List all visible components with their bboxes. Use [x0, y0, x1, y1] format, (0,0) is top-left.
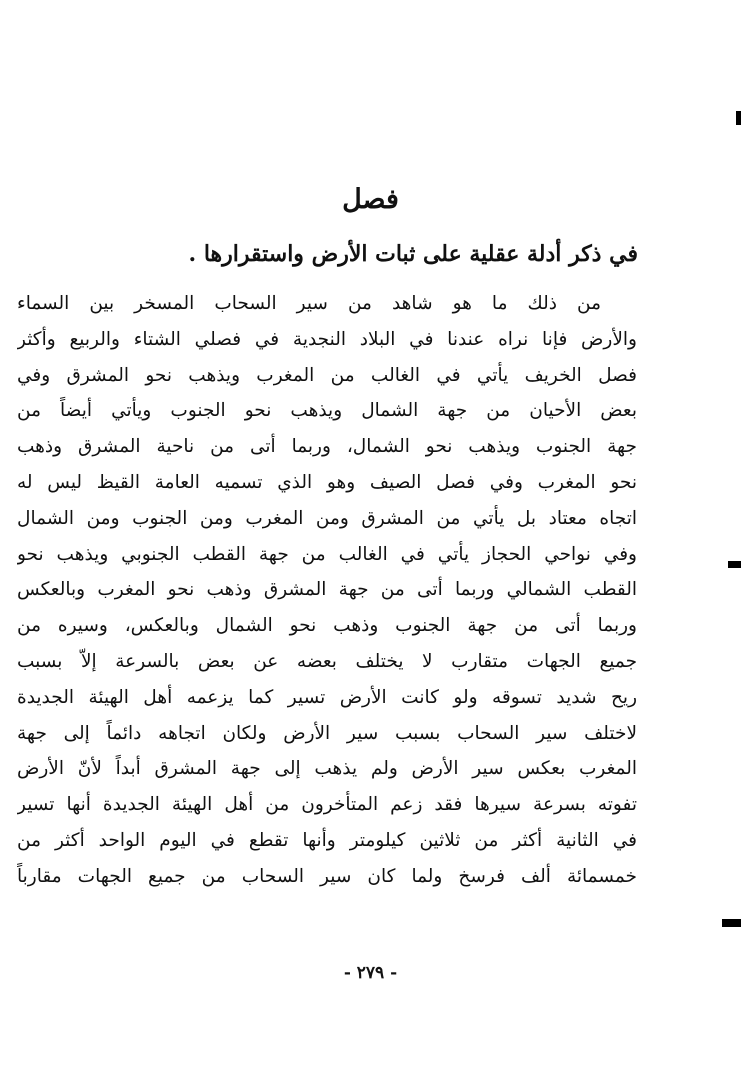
text-line: والأرض فإنا نراه عندنا في البلاد النجدية في فصلي الشتاء والربيع وأكثر	[17, 328, 637, 350]
text-line: اتجاه معتاد بل يأتي من المشرق ومن المغرب ومن الجنوب ومن الشمال	[17, 507, 637, 529]
scan-edge-mark	[728, 561, 741, 568]
text-line: في الثانية أكثر من ثلاثين كيلومتر وأنها تقطع في اليوم الواحد أكثر من	[17, 829, 637, 851]
text-line: فصل الخريف يأتي في الغالب من المغرب ويذهب نحو المشرق وفي	[17, 364, 637, 386]
page-number: - ٢٧٩ -	[343, 963, 398, 983]
body-paragraph	[17, 286, 637, 895]
text-line: لاختلف سير السحاب بسبب سير الأرض ولكان اتجاهه دائماً إلى جهة	[17, 722, 637, 744]
section-heading: فصل	[342, 184, 399, 215]
text-line: جهة الجنوب ويذهب نحو الشمال، وربما أتى من ناحية المشرق وذهب	[17, 436, 637, 458]
section-subheading: في ذكر أدلة عقلية على ثبات الأرض واستقرارها .	[188, 241, 638, 267]
text-line: من ذلك ما هو شاهد من سير السحاب المسخر بين السماء	[17, 293, 601, 314]
text-line: جميع الجهات متقارب لا يختلف بعضه عن بعض بالسرعة إلاّ بسبب	[17, 650, 637, 672]
text-line: المغرب بعكس سير الأرض ولم يذهب إلى جهة المشرق أبداً لأنّ الأرض	[17, 758, 637, 780]
text-line: بعض الأحيان من جهة الشمال ويذهب نحو الجنوب ويأتي أيضاً من	[17, 400, 637, 422]
scan-edge-mark	[722, 919, 741, 927]
text-line: خمسمائة ألف فرسخ ولما كان سير السحاب من جميع الجهات مقارباً	[17, 865, 637, 887]
text-line: تفوته بسرعة سيرها فقد زعم المتأخرون من أهل الهيئة الجديدة أنها تسير	[17, 794, 637, 816]
text-line: وفي نواحي الحجاز يأتي في الغالب من جهة القطب الجنوبي ويذهب نحو	[17, 543, 637, 565]
text-line: ريح شديد تسوقه ولو كانت الأرض تسير كما يزعمه أهل الهيئة الجديدة	[17, 686, 637, 708]
text-line: نحو المغرب وفي فصل الصيف وهو الذي تسميه العامة القيظ ليس له	[17, 471, 637, 493]
text-line: وربما أتى من جهة الجنوب وذهب نحو الشمال وبالعكس، وسيره من	[17, 615, 637, 637]
scan-edge-mark	[736, 111, 741, 125]
text-line: القطب الشمالي وربما أتى من جهة المشرق وذهب نحو المغرب وبالعكس	[17, 579, 637, 601]
